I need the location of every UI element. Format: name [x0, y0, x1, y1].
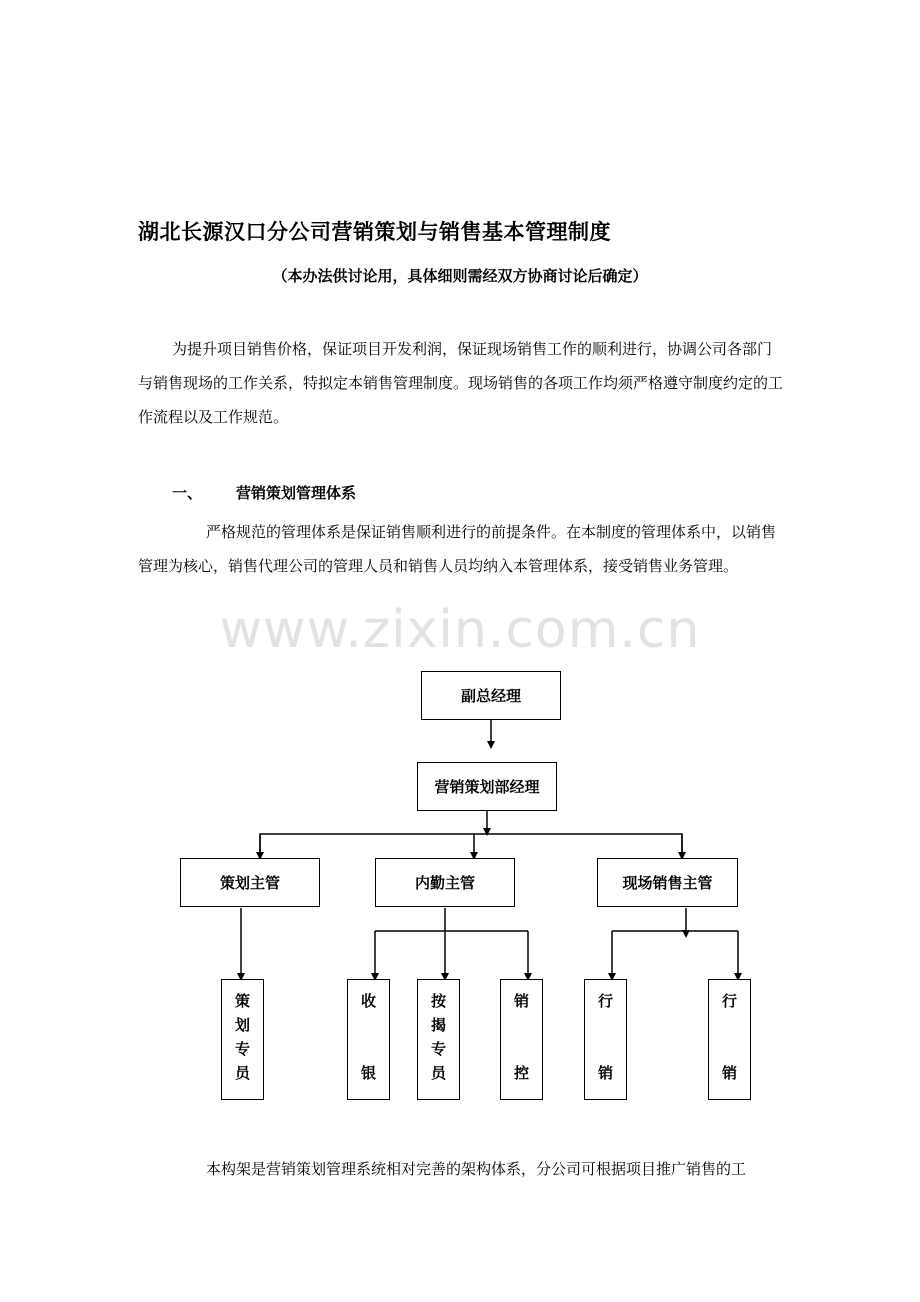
- org-box-mortgage-specialist: 按 揭 专 员: [417, 979, 460, 1100]
- org-box-sales-control: 销 控: [500, 979, 543, 1100]
- org-box-cashier: 收 银: [347, 979, 390, 1100]
- org-box-admin-supervisor: 内勤主管: [375, 858, 515, 907]
- section-1-title: 营销策划管理体系: [236, 484, 357, 502]
- org-box-deputy-gm: 副总经理: [421, 671, 561, 720]
- document-subtitle: （本办法供讨论用，具体细则需经双方协商讨论后确定）: [272, 267, 648, 285]
- section-1-body: 严格规范的管理体系是保证销售顺利进行的前提条件。在本制度的管理体系中，以销售管理为核心，销售代理公司的管理人员和销售人员均纳入本管理体系，接受销售业务管理。: [138, 523, 777, 575]
- org-box-planning-specialist: 策 划 专 员: [221, 979, 264, 1100]
- watermark: www.zixin.com.cn: [219, 600, 701, 660]
- org-box-field-sales-1: 行 销: [584, 979, 627, 1100]
- org-box-planning-supervisor: 策划主管: [180, 858, 320, 907]
- intro-paragraph: 为提升项目销售价格，保证项目开发利润，保证现场销售工作的顺利进行，协调公司各部门与销售现场的工作关系，特拟定本销售管理制度。现场销售的各项工作均须严格遵守制度约定的工作流程以及工作规范。: [138, 340, 784, 426]
- section-1-number: 一、: [172, 484, 203, 502]
- org-box-field-sales-2: 行 销: [708, 979, 751, 1100]
- closing-paragraph: 本构架是营销策划管理系统相对完善的架构体系，分公司可根据项目推广销售的工: [206, 1160, 747, 1178]
- connector-level3-bus: [260, 834, 682, 858]
- document-title: 湖北长源汉口分公司营销策划与销售基本管理制度: [138, 220, 611, 244]
- org-box-sales-supervisor: 现场销售主管: [597, 858, 738, 907]
- org-box-marketing-manager: 营销策划部经理: [417, 762, 557, 811]
